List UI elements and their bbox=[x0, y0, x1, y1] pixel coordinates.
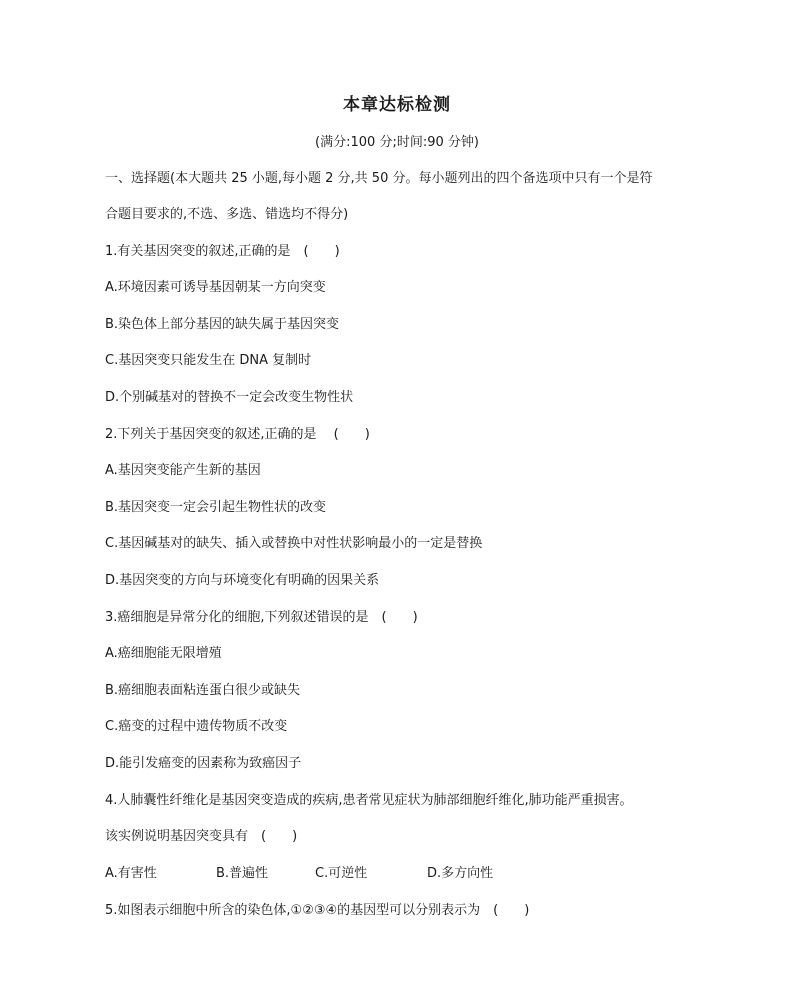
question-3-option-a: A.癌细胞能无限增殖 bbox=[105, 646, 222, 661]
question-1-option-a: A.环境因素可诱导基因朝某一方向突变 bbox=[105, 280, 326, 295]
question-1-option-c: C.基因突变只能发生在 DNA 复制时 bbox=[105, 353, 312, 368]
section-instructions-line1: 一、选择题(本大题共 25 小题,每小题 2 分,共 50 分。每小题列出的四个备选项中只有一个是符 bbox=[105, 171, 653, 186]
question-4-stem-line1: 4.人肺囊性纤维化是基因突变造成的疾病,患者常见症状为肺部细胞纤维化,肺功能严重损害。 bbox=[105, 793, 633, 808]
question-2-option-a: A.基因突变能产生新的基因 bbox=[105, 463, 261, 478]
question-1-option-b: B.染色体上部分基因的缺失属于基因突变 bbox=[105, 317, 340, 332]
question-4-option-d: D.多方向性 bbox=[427, 866, 494, 881]
question-1-stem: 1.有关基因突变的叙述,正确的是 ( ) bbox=[105, 244, 340, 259]
question-2-stem: 2.下列关于基因突变的叙述,正确的是 ( ) bbox=[105, 427, 370, 442]
question-3-option-d: D.能引发癌变的因素称为致癌因子 bbox=[105, 756, 302, 771]
question-1-option-d: D.个别碱基对的替换不一定会改变生物性状 bbox=[105, 390, 354, 405]
question-3-option-b: B.癌细胞表面粘连蛋白很少或缺失 bbox=[105, 683, 301, 698]
question-2-option-d: D.基因突变的方向与环境变化有明确的因果关系 bbox=[105, 573, 380, 588]
question-5-stem: 5.如图表示细胞中所含的染色体,①②③④的基因型可以分别表示为 ( ) bbox=[105, 903, 530, 918]
question-3-option-c: C.癌变的过程中遗传物质不改变 bbox=[105, 719, 288, 734]
question-2-option-b: B.基因突变一定会引起生物性状的改变 bbox=[105, 500, 327, 515]
question-4-option-a: A.有害性 bbox=[105, 866, 157, 881]
page-title: 本章达标检测 bbox=[343, 95, 451, 115]
question-4-option-c: C.可逆性 bbox=[315, 866, 368, 881]
question-2-option-c: C.基因碱基对的缺失、插入或替换中对性状影响最小的一定是替换 bbox=[105, 536, 483, 551]
question-3-stem: 3.癌细胞是异常分化的细胞,下列叙述错误的是 ( ) bbox=[105, 610, 418, 625]
section-instructions-line2: 合题目要求的,不选、多选、错选均不得分) bbox=[105, 207, 349, 222]
question-4-option-b: B.普遍性 bbox=[216, 866, 269, 881]
page-subtitle: (满分:100 分;时间:90 分钟) bbox=[315, 135, 479, 150]
question-4-stem-line2: 该实例说明基因突变具有 ( ) bbox=[105, 829, 298, 844]
